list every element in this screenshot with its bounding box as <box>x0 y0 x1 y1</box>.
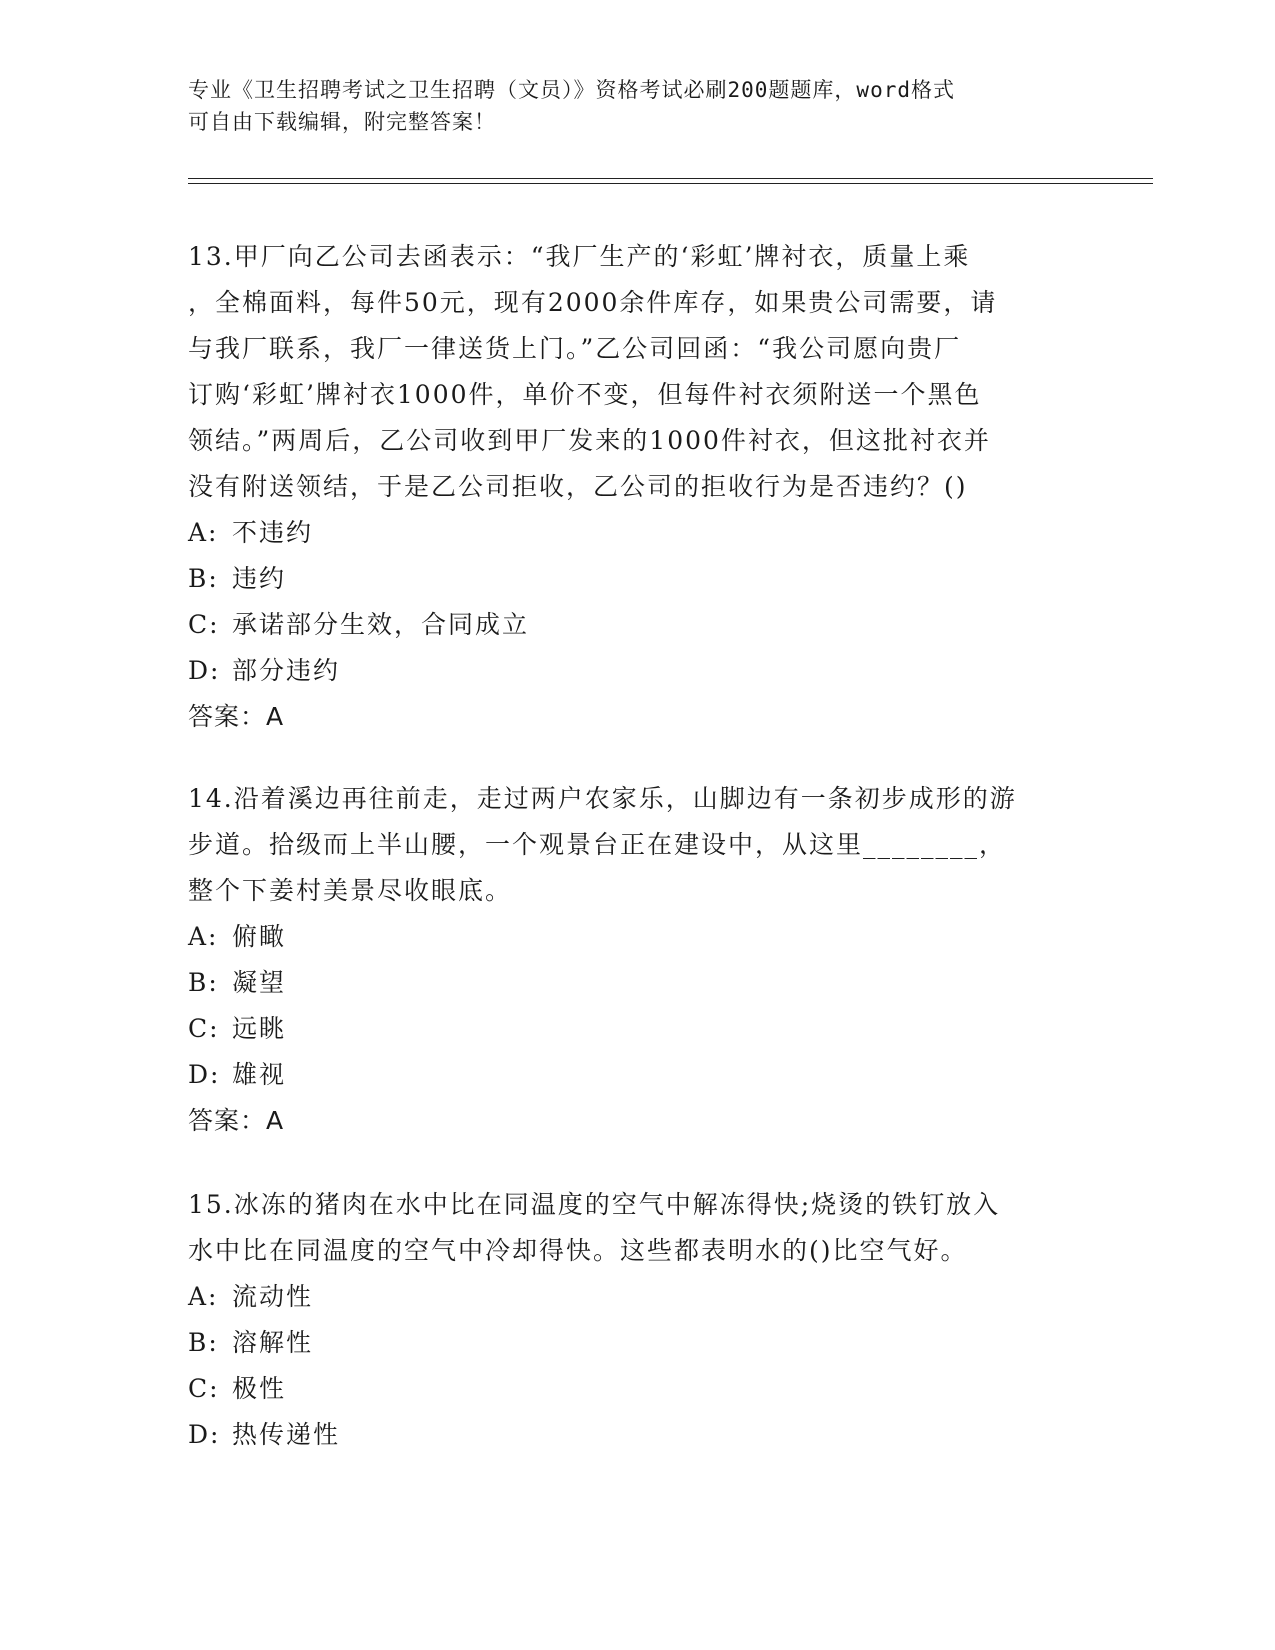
option-b <box>188 960 1068 1006</box>
option-d <box>188 648 1068 694</box>
header-title-line-1: 专业《卫生招聘考试之卫生招聘（文员）》资格考试必刷200题题库，word格式 <box>188 78 955 102</box>
option-letter: D: <box>188 1060 221 1089</box>
answer-label: 答案：A <box>188 702 285 731</box>
header-divider-bottom <box>188 183 1153 184</box>
option-letter: D: <box>188 1420 221 1449</box>
header-title-line-2: 可自由下载编辑，附完整答案！ <box>188 110 496 134</box>
option-d <box>188 1412 1068 1458</box>
question-stem <box>188 234 1068 510</box>
option-letter: C: <box>188 1374 220 1403</box>
stem-line: 与我厂联系，我厂一律送货上门。”乙公司回函：“我公司愿向贵厂 <box>188 334 962 363</box>
stem-line: 15.冰冻的猪肉在水中比在同温度的空气中解冻得快;烧烫的铁钉放入 <box>188 1190 1001 1219</box>
option-text: 不违约 <box>232 518 314 547</box>
option-a <box>188 1274 1068 1320</box>
option-letter: A: <box>188 1282 219 1311</box>
stem-line: 没有附送领结，于是乙公司拒收，乙公司的拒收行为是否违约？() <box>188 472 968 501</box>
option-c <box>188 1006 1068 1052</box>
option-letter: B: <box>188 968 219 997</box>
option-text: 俯瞰 <box>232 922 287 951</box>
option-text: 热传递性 <box>232 1420 341 1449</box>
option-b <box>188 1320 1068 1366</box>
option-text: 违约 <box>232 564 287 593</box>
option-text: 流动性 <box>232 1282 314 1311</box>
stem-line: 订购‘彩虹’牌衬衣1000件，单价不变，但每件衬衣须附送一个黑色 <box>188 380 982 409</box>
option-a <box>188 914 1068 960</box>
option-text: 溶解性 <box>232 1328 314 1357</box>
option-text: 极性 <box>232 1374 287 1403</box>
option-text: 部分违约 <box>232 656 341 685</box>
option-c <box>188 1366 1068 1412</box>
question-13 <box>188 234 1068 740</box>
stem-line: 领结。”两周后，乙公司收到甲厂发来的1000件衬衣，但这批衬衣并 <box>188 426 991 455</box>
stem-line: 水中比在同温度的空气中冷却得快。这些都表明水的()比空气好。 <box>188 1236 968 1265</box>
stem-line: 步道。拾级而上半山腰，一个观景台正在建设中，从这里________， <box>188 830 1007 859</box>
option-letter: D: <box>188 656 221 685</box>
question-stem <box>188 1182 1068 1274</box>
option-letter: A: <box>188 922 219 951</box>
option-text: 承诺部分生效，合同成立 <box>232 610 530 639</box>
stem-line: 13.甲厂向乙公司去函表示：“我厂生产的‘彩虹’牌衬衣，质量上乘 <box>188 242 971 271</box>
option-letter: B: <box>188 1328 219 1357</box>
option-text: 雄视 <box>232 1060 287 1089</box>
option-a <box>188 510 1068 556</box>
stem-line: ，全棉面料，每件50元，现有2000余件库存，如果贵公司需要，请 <box>188 288 998 317</box>
option-d <box>188 1052 1068 1098</box>
option-text: 凝望 <box>232 968 287 997</box>
stem-line: 整个下姜村美景尽收眼底。 <box>188 876 513 905</box>
answer-label: 答案：A <box>188 1106 285 1135</box>
question-14 <box>188 776 1068 1144</box>
option-b <box>188 556 1068 602</box>
question-stem <box>188 776 1068 914</box>
header-divider-top <box>188 178 1153 179</box>
stem-line: 14.沿着溪边再往前走，走过两户农家乐，山脚边有一条初步成形的游 <box>188 784 1017 813</box>
question-15 <box>188 1182 1068 1458</box>
option-letter: C: <box>188 1014 220 1043</box>
document-header <box>188 74 1068 138</box>
option-c <box>188 602 1068 648</box>
option-letter: B: <box>188 564 219 593</box>
option-letter: A: <box>188 518 219 547</box>
option-text: 远眺 <box>232 1014 287 1043</box>
option-letter: C: <box>188 610 220 639</box>
